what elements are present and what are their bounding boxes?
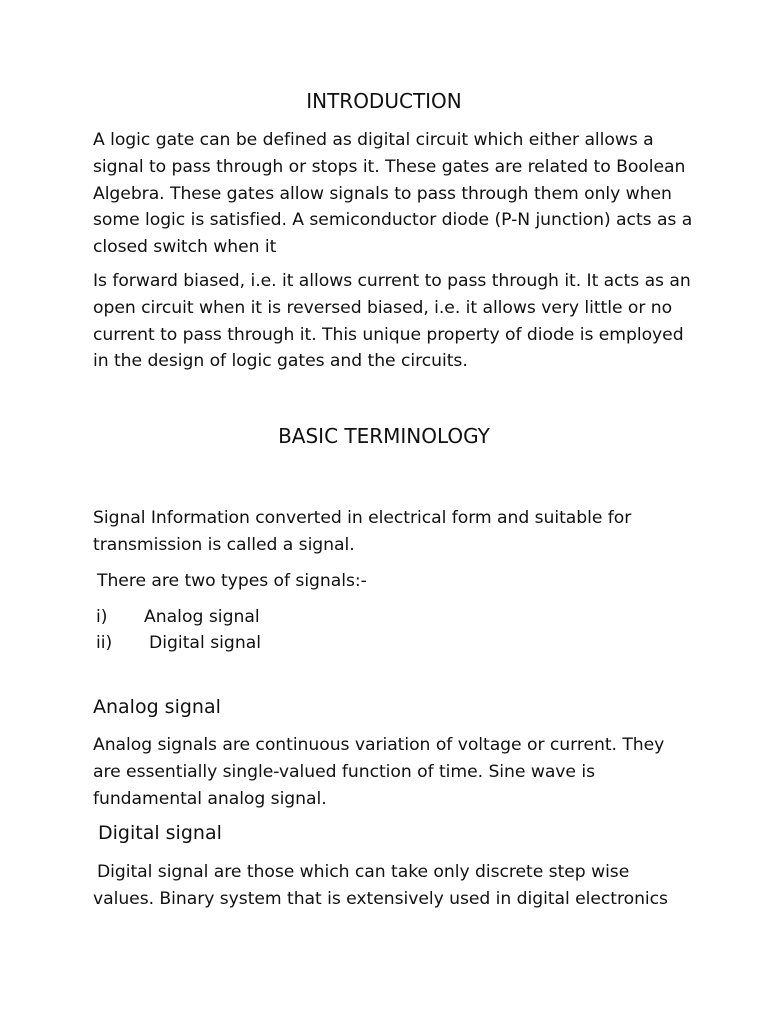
introduction-heading: INTRODUCTION: [306, 89, 462, 113]
introduction-paragraph-2: Is forward biased, i.e. it allows current to pass through it. It acts as an open circuit when it is reversed biased, i.e. it allows very little or no current to pass through it. This unique property of diode is employed in the design of logic gates and the circuits.: [93, 271, 691, 372]
list-item-label: Analog signal: [144, 607, 260, 627]
list-marker: i): [96, 607, 108, 627]
digital-signal-heading: Digital signal: [98, 822, 222, 844]
analog-signal-heading: Analog signal: [93, 696, 221, 718]
list-marker: ii): [96, 633, 113, 653]
analog-signal-paragraph: Analog signals are continuous variation of voltage or current. They are essentially single-valued function of time. Sine wave is fundamental analog signal.: [93, 735, 665, 809]
signal-types-intro: There are two types of signals:-: [97, 571, 367, 591]
digital-signal-paragraph: Digital signal are those which can take only discrete step wise values. Binary system that is extensively used in digital electronics: [93, 862, 668, 909]
list-item-label: Digital signal: [149, 633, 262, 653]
introduction-paragraph-1: A logic gate can be defined as digital circuit which either allows a signal to pass through or stops it. These gates are related to Boolean Algebra. These gates allow signals to pass through them only when some logic is satisfied. A semiconductor diode (P-N junction) acts as a closed switch when it: [93, 130, 693, 258]
basic-terminology-heading: BASIC TERMINOLOGY: [278, 424, 490, 448]
signal-definition: Signal Information converted in electrical form and suitable for transmission is called a signal.: [93, 508, 632, 555]
